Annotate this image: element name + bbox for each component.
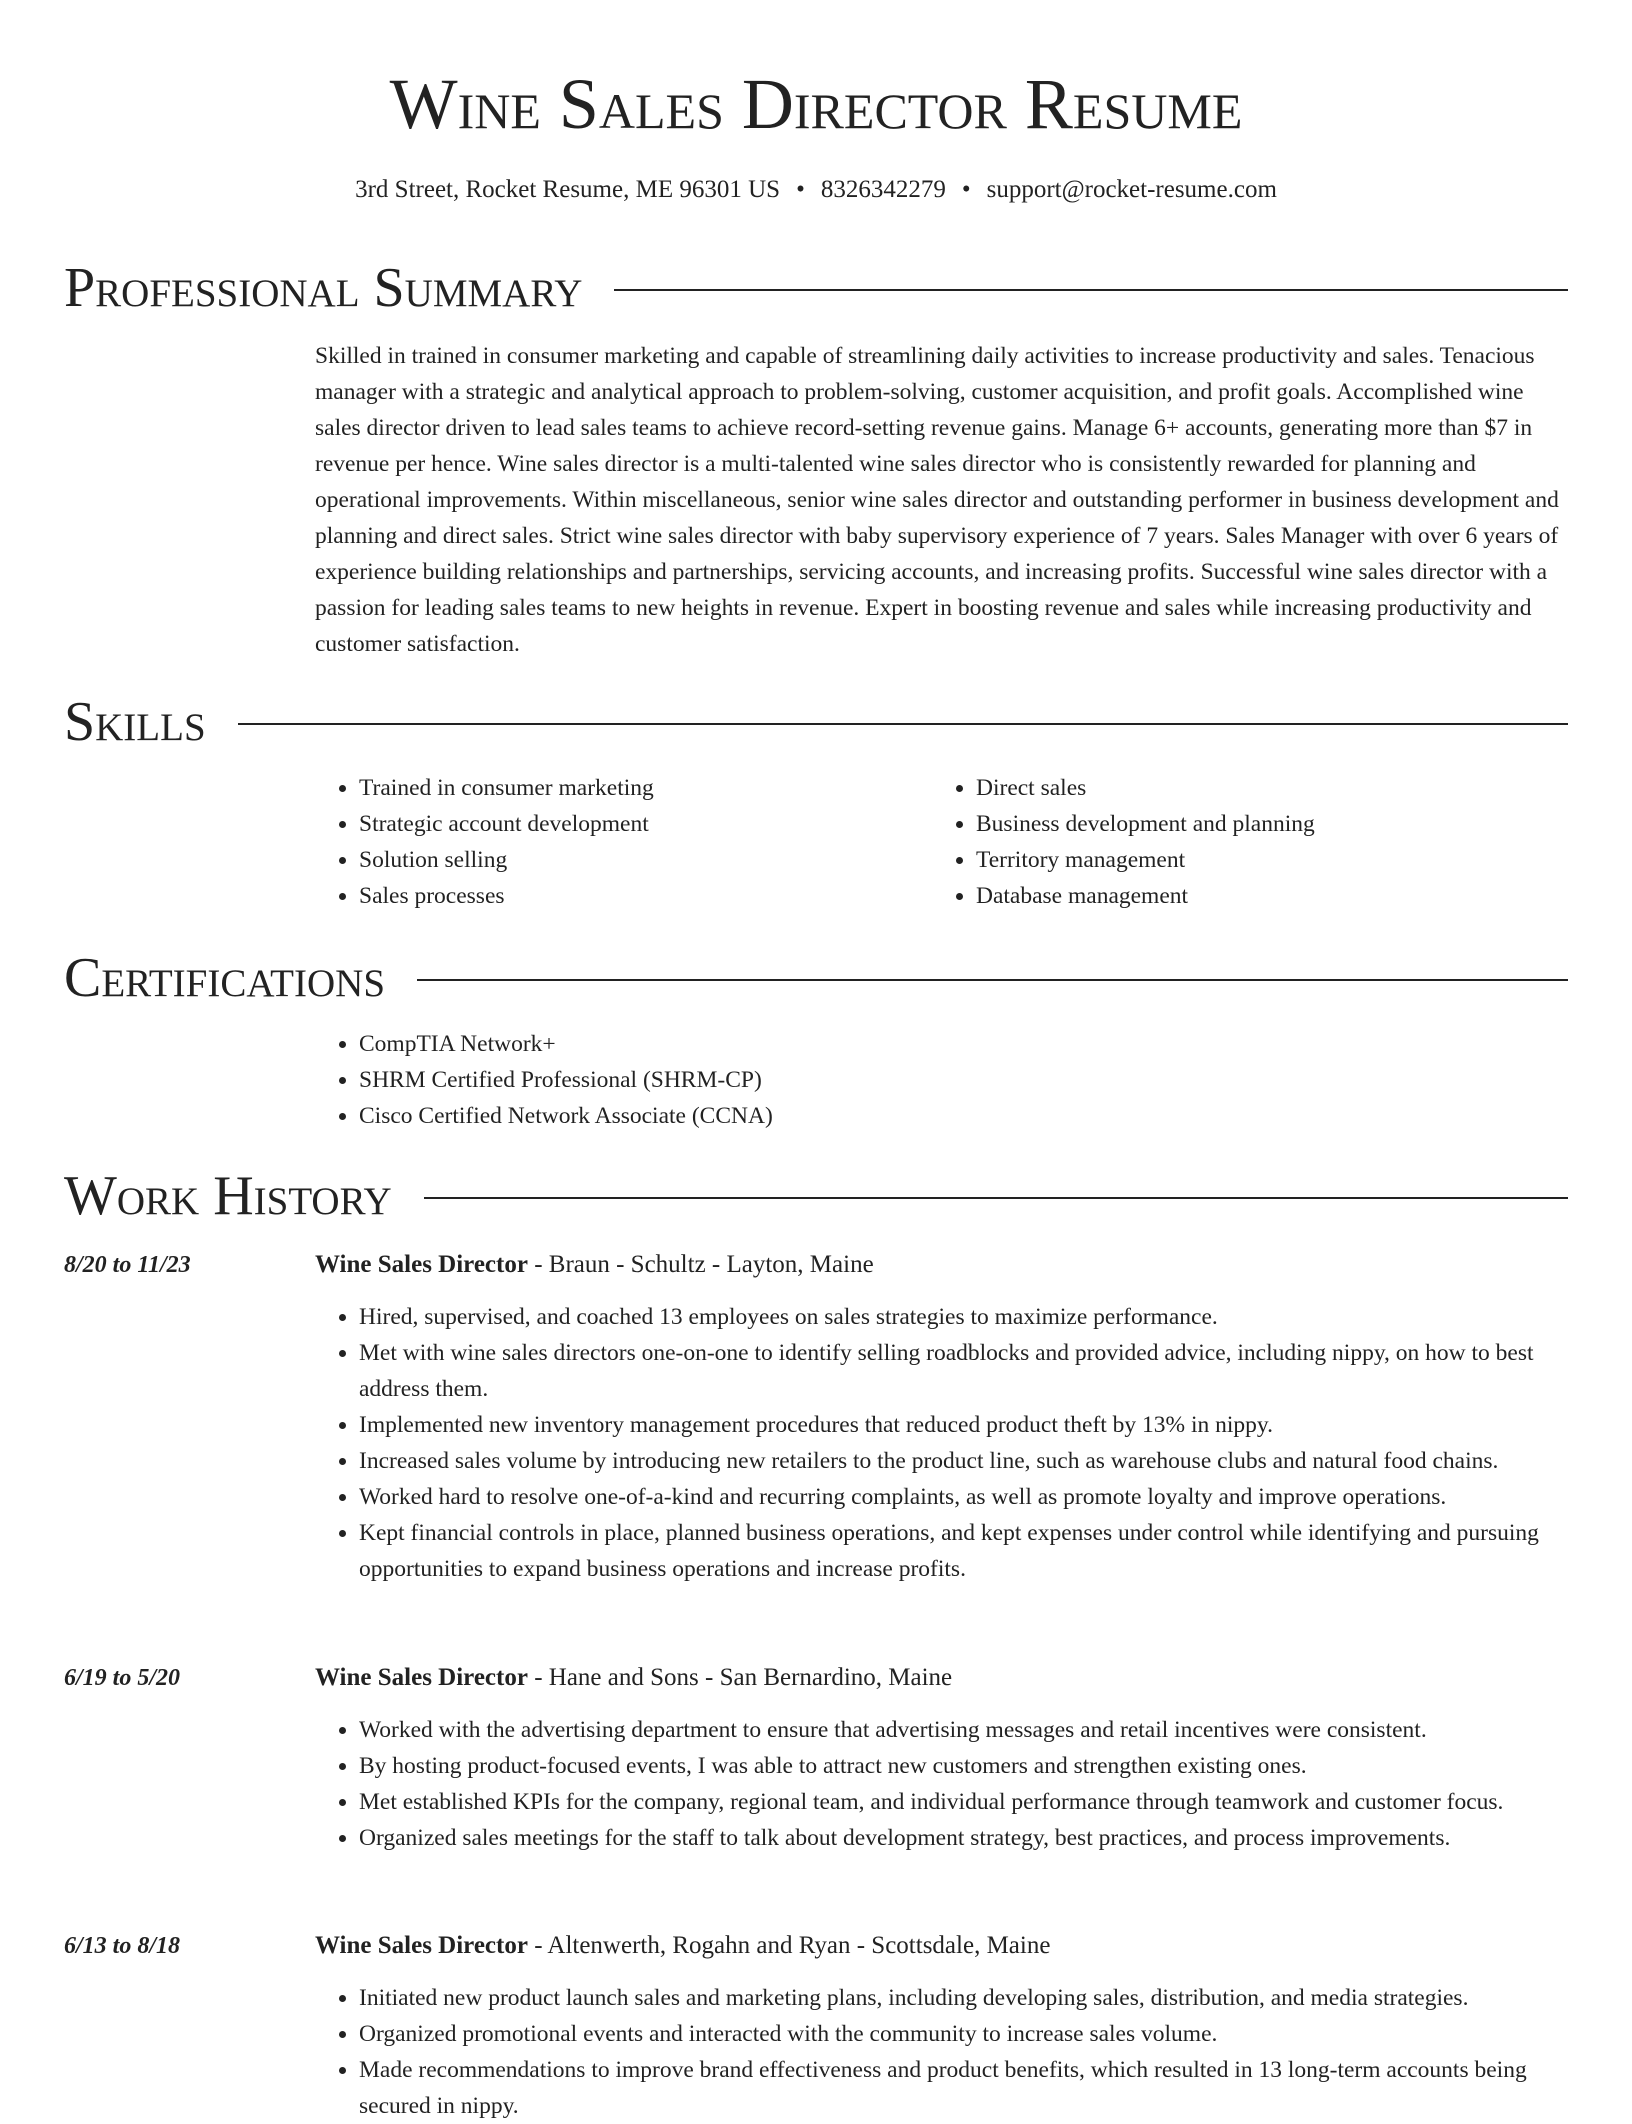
skill-item: • Direct sales (976, 770, 1492, 806)
skills-section-header (64, 689, 1568, 755)
job-heading (315, 1247, 1568, 1283)
job-bullet: • Worked hard to resolve one-of-a-kind and recurring complaints, as well as promote loyalty and improve operations. (359, 1479, 1568, 1515)
certifications-heading: Certifications (64, 947, 386, 1009)
job-role: Wine Sales Director (315, 1932, 528, 1959)
job-role: Wine Sales Director (315, 1251, 528, 1278)
skill-item: • Territory management (976, 842, 1492, 878)
contact-email: support@rocket-resume.com (986, 176, 1277, 203)
contact-phone: 8326342279 (820, 176, 946, 203)
skill-item: • Sales processes (359, 878, 875, 914)
job-bullet: • Increased sales volume by introducing new retailers to the product line, such as warehouse clubs and natural food chains. (359, 1443, 1568, 1479)
section-divider (417, 979, 1568, 981)
job-heading (315, 1928, 1568, 1964)
summary-section-header (64, 255, 1568, 321)
certification-item: • CompTIA Network+ (359, 1026, 773, 1062)
job-bullets (315, 1712, 1568, 1856)
job-dates: 6/19 to 5/20 (64, 1665, 181, 1691)
section-divider (424, 1197, 1568, 1199)
job-bullet: • Initiated new product launch sales and marketing plans, including developing sales, distribution, and media strategies. (359, 1980, 1568, 2016)
skill-item: • Solution selling (359, 842, 875, 878)
section-divider (238, 723, 1568, 725)
certifications-list (315, 1026, 773, 1134)
job-bullet: • Made recommendations to improve brand effectiveness and product benefits, which resulted in 13 long-term accounts being secured in nippy. (359, 2052, 1568, 2124)
certification-item: • Cisco Certified Network Associate (CCNA) (359, 1098, 773, 1134)
job-details: - Hane and Sons - San Bernardino, Maine (527, 1664, 953, 1691)
contact-separator: • (796, 176, 805, 203)
contact-line (0, 172, 1632, 208)
skill-item: • Business development and planning (976, 806, 1492, 842)
section-divider (614, 289, 1568, 291)
certification-item: • SHRM Certified Professional (SHRM-CP) (359, 1062, 773, 1098)
job-bullet: • Organized sales meetings for the staff to talk about development strategy, best practices, and process improvements. (359, 1820, 1568, 1856)
skills-heading: Skills (64, 691, 206, 753)
skill-item: • Strategic account development (359, 806, 875, 842)
summary-heading: Professional Summary (64, 257, 583, 319)
job-bullet: • Implemented new inventory management procedures that reduced product theft by 13% in nippy. (359, 1407, 1568, 1443)
job-bullet: • Hired, supervised, and coached 13 employees on sales strategies to maximize performance. (359, 1299, 1568, 1335)
job-bullet: • Kept financial controls in place, planned business operations, and kept expenses under control while identifying and pursuing opportunities to expand business operations and increase profits. (359, 1515, 1568, 1587)
job-details: - Braun - Schultz - Layton, Maine (527, 1251, 874, 1278)
job-bullet: • Worked with the advertising department to ensure that advertising messages and retail incentives were consistent. (359, 1712, 1568, 1748)
skills-right-column (932, 770, 1492, 914)
skills-left-column (315, 770, 875, 914)
job-bullets (315, 1980, 1568, 2124)
contact-separator: • (961, 176, 971, 203)
job-heading (315, 1660, 1568, 1696)
job-bullet: • By hosting product-focused events, I was able to attract new customers and strengthen existing ones. (359, 1748, 1568, 1784)
job-dates: 6/13 to 8/18 (64, 1933, 181, 1959)
work-section-header (64, 1163, 1568, 1229)
job-bullets (315, 1299, 1568, 1587)
job-role: Wine Sales Director (315, 1664, 528, 1691)
job-bullet: • Met with wine sales directors one-on-one to identify selling roadblocks and provided advice, including nippy, on how to best address them. (359, 1335, 1568, 1407)
job-bullet: • Met established KPIs for the company, regional team, and individual performance through teamwork and customer focus. (359, 1784, 1568, 1820)
summary-text: Skilled in trained in consumer marketing and capable of streamlining daily activities to increase productivity and sales. Tenacious manager with a strategic and analytical approach to problem-solving, customer acquisition, and profit goals. Accomplished wine sales director driven to lead sales teams to achieve record-setting revenue gains. Manage 6+ accounts, generating more than $7 in revenue per hence. Wine sales director is a multi-talented wine sales director who is consistently rewarded for planning and operational improvements. Within miscellaneous, senior wine sales director and outstanding performer in business development and planning and direct sales. Strict wine sales director with baby supervisory experience of 7 years. Sales Manager with over 6 years of experience building relationships and partnerships, servicing accounts, and increasing profits. Successful wine sales director with a passion for leading sales teams to new heights in revenue. Expert in boosting revenue and sales while increasing productivity and customer satisfaction. (315, 343, 1559, 657)
skill-item: • Trained in consumer marketing (359, 770, 875, 806)
job-details: - Altenwerth, Rogahn and Ryan - Scottsdale, Maine (527, 1932, 1051, 1959)
contact-address: 3rd Street, Rocket Resume, ME 96301 US (355, 176, 781, 203)
page-title: Wine Sales Director Resume (389, 64, 1243, 144)
job-bullet: • Organized promotional events and interacted with the community to increase sales volume. (359, 2016, 1568, 2052)
certifications-section-header (64, 945, 1568, 1011)
skill-item: • Database management (976, 878, 1492, 914)
job-dates: 8/20 to 11/23 (64, 1252, 191, 1278)
work-heading: Work History (64, 1165, 392, 1227)
